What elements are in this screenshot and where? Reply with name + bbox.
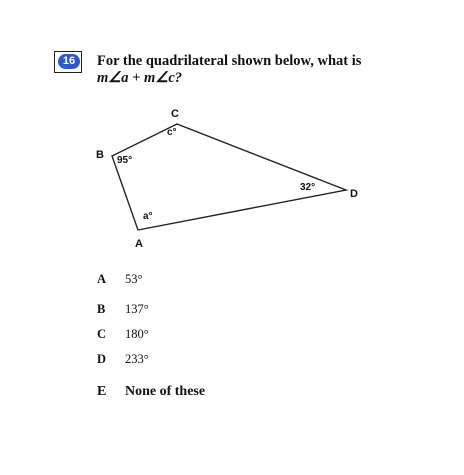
choice-letter: D bbox=[97, 352, 107, 366]
vertex-label-a: A bbox=[135, 238, 143, 250]
choice-text: 233° bbox=[125, 352, 149, 366]
angle-label-c: c° bbox=[167, 127, 177, 138]
question-text-line1: For the quadrilateral shown below, what is bbox=[97, 53, 362, 69]
choice-letter: B bbox=[97, 302, 106, 316]
angle-label-a: a° bbox=[143, 211, 153, 222]
vertex-label-d: D bbox=[350, 188, 358, 200]
choice-letter: C bbox=[97, 327, 107, 341]
angle-label-b: 95° bbox=[117, 155, 133, 166]
vertex-label-c: C bbox=[171, 108, 179, 120]
question-number-badge: 16 bbox=[58, 54, 80, 69]
vertex-label-b: B bbox=[96, 149, 104, 161]
choice-text: 53° bbox=[125, 272, 143, 286]
choice-c[interactable] bbox=[97, 327, 149, 342]
choice-text: 180° bbox=[125, 327, 149, 341]
choice-text: 137° bbox=[125, 302, 149, 316]
choice-text: None of these bbox=[125, 384, 206, 399]
choice-letter: A bbox=[97, 272, 107, 286]
choice-d[interactable] bbox=[97, 352, 149, 367]
choice-a[interactable] bbox=[97, 272, 143, 287]
angle-label-d: 32° bbox=[300, 182, 316, 193]
question-text-line2: m∠a + m∠c? bbox=[97, 70, 183, 86]
choice-b[interactable] bbox=[97, 302, 149, 317]
choice-e[interactable] bbox=[97, 384, 205, 400]
choice-letter: E bbox=[97, 384, 107, 399]
